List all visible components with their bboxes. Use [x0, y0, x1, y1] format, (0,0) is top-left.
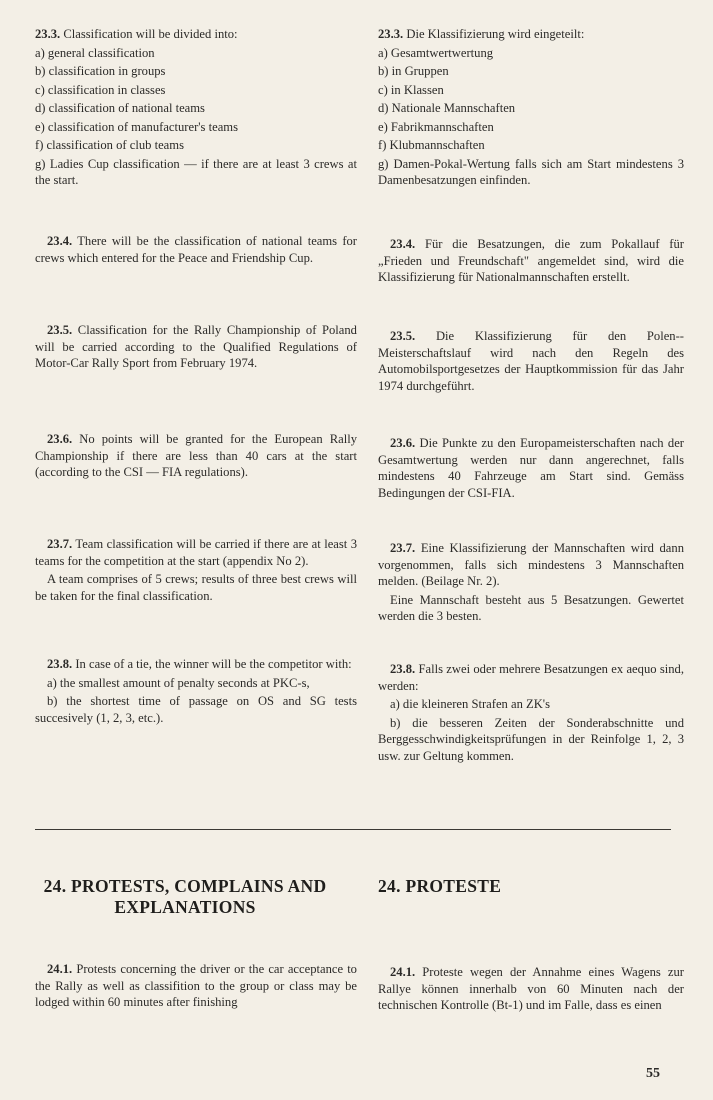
section-24-1-en [35, 961, 357, 1011]
list-item: c) in Klassen [378, 82, 444, 97]
section-number: 23.8. [390, 662, 416, 676]
section-text: There will be the classification of national teams for crews which entered for the Peace and Friendship Cup. [35, 234, 357, 265]
section-text: No points will be granted for the European Rally Championship if there are less than 40 cars at the start (according to the CSI — FIA regulations). [35, 432, 357, 479]
page-number: 55 [646, 1066, 660, 1081]
section-text: Proteste wegen der Annahme eines Wagens zur Rallye können innerhalb von 60 Minuten nach der technischen Kontrolle (Bt-1) und im Falle, dass es einen [378, 965, 684, 1012]
section-text: Eine Klassifizierung der Mannschaften wird dann vorgenommen, falls sich mindestens 3 Mannschaften melden. (Beilage Nr. 2). [378, 541, 684, 588]
section-text: Die Punkte zu den Europameisterschaften nach der Gesamtwertung werden nur dann angerechnet, falls mindestens 40 Fahrzeuge am Start sind. Gemäss Bedingungen der CSI-FIA. [378, 436, 685, 500]
section-23-3-en [35, 26, 357, 189]
list-item: a) die kleineren Strafen an ZK's [390, 697, 550, 711]
section-23-8-de [378, 661, 684, 764]
section-number: 23.4. [390, 237, 416, 251]
section-number: 23.4. [47, 234, 73, 248]
section-text-2: Eine Mannschaft besteht aus 5 Besatzungen. Gewertet werden die 3 besten. [378, 592, 684, 623]
section-number: 23.7. [47, 537, 73, 551]
section-text: Classification for the Rally Championship of Poland will be carried according to the Qualified Regulations of Motor-Car Rally Sport from February 1974. [35, 323, 357, 370]
list-item: a) general classification [35, 45, 155, 60]
section-23-4-de [378, 236, 684, 286]
section-23-4-en [35, 233, 357, 266]
section-text: Falls zwei oder mehrere Besatzungen ex aequo sind, werden: [378, 662, 684, 693]
list-item: a) Gesamtwertwertung [378, 45, 494, 60]
section-text: Team classification will be carried if there are at least 3 teams for the competition at the start (appendix No 2). [35, 537, 357, 568]
section-23-6-en [35, 431, 357, 481]
list-item: d) classification of national teams [35, 101, 205, 115]
list-item: f) classification of club teams [35, 138, 184, 152]
section-number: 23.7. [390, 541, 416, 555]
list-item: d) Nationale Mannschaften [378, 101, 516, 115]
list-item: b) classification in groups [35, 64, 166, 78]
section-divider [35, 829, 671, 830]
section-intro: Die Klassifizierung wird eingeteilt: [406, 27, 585, 41]
section-23-3-de [378, 26, 684, 189]
list-item: b) the shortest time of passage on OS and SG tests succesively (1, 2, 3, etc.). [35, 694, 357, 725]
section-number: 23.5. [47, 323, 73, 337]
list-item: b) die besseren Zeiten der Sonderabschnitte und Berggesschwindigkeitsprüfungen in der Reinfolge 1, 2, 3 usw. zur Geltung kommen. [378, 715, 684, 763]
list-item: c) classification in classes [35, 82, 166, 97]
list-item: a) the smallest amount of penalty seconds at PKC-s, [47, 675, 310, 690]
list-item: f) Klubmannschaften [378, 138, 485, 152]
list-item: e) Fabrikmannschaften [378, 119, 494, 134]
section-number: 24.1. [390, 965, 416, 979]
section-23-7-de [378, 540, 684, 625]
section-number: 23.3. [378, 27, 404, 41]
section-number: 23.3. [35, 27, 61, 41]
section-intro: Classification will be divided into: [63, 27, 238, 41]
section-24-1-de [378, 964, 684, 1014]
list-item: b) in Gruppen [378, 64, 449, 78]
section-number: 23.8. [47, 657, 73, 671]
section-23-5-en [35, 322, 357, 372]
section-number: 24.1. [47, 962, 73, 976]
section-23-5-de [378, 328, 684, 394]
list-item: g) Damen-Pokal-Wertung falls sich am Start mindestens 3 Damenbesatzungen einfinden. [378, 156, 684, 187]
section-number: 23.6. [390, 436, 416, 450]
section-23-7-en [35, 536, 357, 604]
section-text-2: A team comprises of 5 crews; results of three best crews will be taken for the final classification. [35, 572, 357, 603]
section-23-6-de [378, 435, 684, 501]
section-text: Die Klassifizierung für den Polen--Meisterschaftslauf wird nach den Regeln des Automobilsportgesetzes der Hauptkommission für das Jahr 1974 durchgeführt. [378, 329, 684, 393]
heading-24-en: 24. PROTESTS, COMPLAINS AND EXPLANATIONS [43, 876, 327, 917]
section-23-8-en [35, 656, 357, 726]
list-item: g) Ladies Cup classification — if there are at least 3 crews at the start. [35, 156, 357, 187]
list-item: e) classification of manufacturer's teams [35, 119, 238, 134]
heading-24-de: 24. PROTESTE [378, 876, 502, 896]
section-text: In case of a tie, the winner will be the competitor with: [75, 657, 352, 671]
section-text: Für die Besatzungen, die zum Pokallauf für „Frieden und Freundschaft" angemeldet sind, wird die Klassifizierung für Nationalmannschaften erstellt. [378, 237, 684, 284]
section-number: 23.6. [47, 432, 73, 446]
section-text: Protests concerning the driver or the car acceptance to the Rally as well as classifition to the group or class may be lodged within 60 minutes after finishing [35, 962, 357, 1009]
section-number: 23.5. [390, 329, 416, 343]
